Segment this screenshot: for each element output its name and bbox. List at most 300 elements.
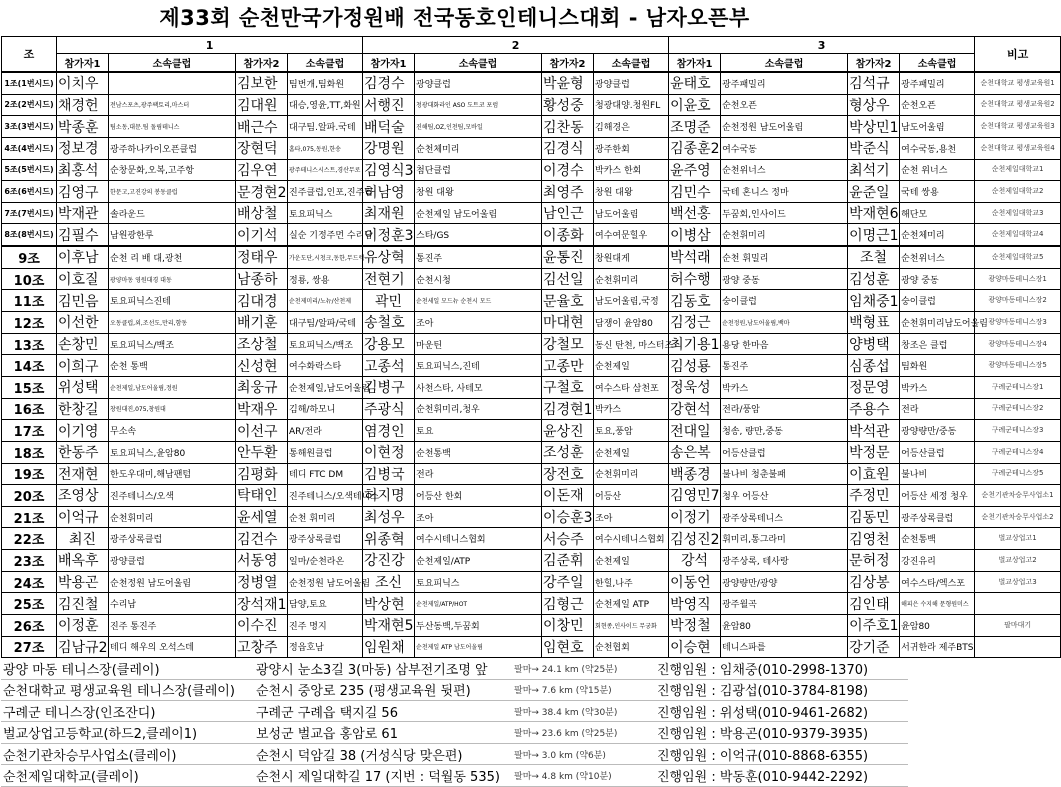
- player-name: 주정민: [848, 485, 900, 507]
- player-name: 허남영: [363, 181, 415, 203]
- player-name: 김민음: [57, 290, 109, 312]
- club-name: 청광대양.청원FL: [594, 94, 669, 116]
- player-name: 박상민1: [848, 116, 900, 138]
- player-name: 정욱성: [669, 376, 721, 398]
- player-name: 김성훈: [848, 268, 900, 290]
- table-row: [2, 441, 1061, 463]
- group-number: 1조(1번시드): [2, 72, 57, 94]
- table-row: [2, 420, 1061, 442]
- club-name: 동신 탄천, 마스터즈: [594, 333, 669, 355]
- club-name: 전라/풍암: [721, 398, 848, 420]
- group-number: 7조(7번시드): [2, 202, 57, 224]
- club-name: 국테 쌍용: [900, 181, 975, 203]
- venue-row: [1, 722, 908, 743]
- player-name: 김평화: [236, 463, 288, 485]
- club-name: 일마/순천라온: [288, 550, 363, 572]
- club-name: 순천위너스: [900, 246, 975, 268]
- player-name: 이주호1: [848, 615, 900, 637]
- club-name: 회현종,인사이드 무궁화: [594, 615, 669, 637]
- player-name: 윤세열: [236, 506, 288, 528]
- page-title: 제33회 순천만국가정원배 전국동호인테니스대회 - 남자오픈부: [159, 6, 750, 30]
- player-name: 강주일: [542, 571, 594, 593]
- player-name: 정보경: [57, 137, 109, 159]
- table-row: [2, 333, 1061, 355]
- table-row: [2, 615, 1061, 637]
- club-name: 진해팀,OZ,인천팀,모바일: [415, 116, 542, 138]
- club-name: 정읍호남: [288, 636, 363, 658]
- table-row: [2, 290, 1061, 312]
- club-name: 청광대화라인 ASO 도트코 포럼: [415, 94, 542, 116]
- player-name: 서행진: [363, 94, 415, 116]
- player-name: 서승주: [542, 528, 594, 550]
- club-name: 광양클럽: [594, 72, 669, 94]
- note-cell: 순천제일대학교2: [975, 181, 1061, 203]
- club-name: 순천시청: [415, 268, 542, 290]
- player-name: 김건수: [236, 528, 288, 550]
- player-name: 이동언: [669, 571, 721, 593]
- club-name: 여수시테니스협회: [415, 528, 542, 550]
- player-name: 전현기: [363, 268, 415, 290]
- venue-row: [1, 701, 908, 722]
- note-cell: [975, 593, 1061, 615]
- club-name: 순천통백: [415, 441, 542, 463]
- header-player1: 참가자1: [363, 54, 415, 73]
- club-name: 광양 중동: [721, 268, 848, 290]
- club-name: 광주상록클럽: [900, 506, 975, 528]
- club-name: 순천 휘미리: [288, 506, 363, 528]
- club-name: 광주테니스시스트,경산무로: [288, 159, 363, 181]
- club-name: 불나비 청춘불패: [721, 463, 848, 485]
- table-row: [2, 506, 1061, 528]
- player-name: 염경인: [363, 420, 415, 442]
- venue-row: [1, 743, 908, 764]
- club-name: 전라: [900, 398, 975, 420]
- venue-manager: 진행임원 : 박동훈(010-9442-2292): [655, 765, 908, 786]
- table-row: [2, 116, 1061, 138]
- player-name: 탁태인: [236, 485, 288, 507]
- table-row: [2, 355, 1061, 377]
- player-name: 주용수: [848, 398, 900, 420]
- club-name: 통해원클럽: [288, 441, 363, 463]
- player-name: 마대현: [542, 312, 594, 334]
- club-name: 순천협회: [594, 636, 669, 658]
- note-cell: 구례군테니스장2: [975, 398, 1061, 420]
- group-number: 5조(5번시드): [2, 159, 57, 181]
- table-row: [2, 159, 1061, 181]
- table-row: [2, 550, 1061, 572]
- player-name: 문율호: [542, 290, 594, 312]
- player-name: 최진: [57, 528, 109, 550]
- group-number: 14조: [2, 355, 57, 377]
- club-name: 순천제미리/노뉴/산천제: [288, 290, 363, 312]
- note-cell: 광양마동테니스장3: [975, 312, 1061, 334]
- club-name: 사천스타, 사테모: [415, 376, 542, 398]
- group-number: 18조: [2, 441, 57, 463]
- player-name: 김대원: [236, 94, 288, 116]
- player-name: 박석래: [669, 246, 721, 268]
- club-name: 광주상록, 테사랑: [721, 550, 848, 572]
- club-name: 여수시테니스협회: [594, 528, 669, 550]
- player-name: 김상봉: [848, 571, 900, 593]
- player-name: 최기용1: [669, 333, 721, 355]
- club-name: 팀소동,대문.팀 돌림테니스: [109, 116, 236, 138]
- group-number: 10조: [2, 268, 57, 290]
- header-player2: 참가자2: [848, 54, 900, 73]
- club-name: 광양클럽: [415, 72, 542, 94]
- club-name: 토요피닉스진테: [109, 290, 236, 312]
- club-name: 한도우대미,해남팬텀: [109, 463, 236, 485]
- club-name: 박카스: [721, 376, 848, 398]
- player-name: 이경수: [542, 159, 594, 181]
- player-name: 송철호: [363, 312, 415, 334]
- player-name: 전재현: [57, 463, 109, 485]
- club-name: 여수국동: [721, 137, 848, 159]
- player-name: 곽민: [363, 290, 415, 312]
- player-name: 주광식: [363, 398, 415, 420]
- club-name: 순천제일 남도어울림: [415, 202, 542, 224]
- club-name: 순천제일 ATP 남도어울림: [415, 636, 542, 658]
- club-name: 순천제일 ATP: [594, 593, 669, 615]
- group-number: 4조(4번시드): [2, 137, 57, 159]
- player-name: 채경헌: [57, 94, 109, 116]
- note-cell: 광양마동테니스장1: [975, 268, 1061, 290]
- player-name: 강명원: [363, 137, 415, 159]
- club-name: 광주상록테니스: [721, 506, 848, 528]
- club-name: 여수여문힐우: [594, 224, 669, 246]
- group-number: 27조: [2, 636, 57, 658]
- player-name: 김동민: [848, 506, 900, 528]
- table-row: [2, 181, 1061, 203]
- venue-manager: 진행임원 : 김광섭(010-3784-8198): [655, 679, 908, 700]
- player-name: 심종섭: [848, 355, 900, 377]
- note-cell: 광양마동테니스장5: [975, 355, 1061, 377]
- club-name: 순천체미리: [415, 137, 542, 159]
- player-name: 강현석: [669, 398, 721, 420]
- club-name: 창조은 클럽: [900, 333, 975, 355]
- club-name: 광양량만/광양: [721, 571, 848, 593]
- player-name: 김영구: [57, 181, 109, 203]
- player-name: 장현덕: [236, 137, 288, 159]
- player-name: 허수행: [669, 268, 721, 290]
- player-name: 조성훈: [542, 441, 594, 463]
- club-name: 가운도단,시청크,동한,무드렉: [288, 246, 363, 268]
- table-row: [2, 571, 1061, 593]
- club-name: [109, 72, 236, 94]
- club-name: 광주하나카이오픈클럽: [109, 137, 236, 159]
- venue-distance: 팔마→ 24.1 km (약25분): [512, 658, 655, 679]
- table-row: [2, 593, 1061, 615]
- club-name: 스타/GS: [415, 224, 542, 246]
- club-name: 순천정원,남도어울림,백마: [721, 312, 848, 334]
- club-name: 남원광한루: [109, 224, 236, 246]
- player-name: 위종혁: [363, 528, 415, 550]
- club-name: 순천제일,남도어울림,정원: [109, 376, 236, 398]
- club-name: 강진유리: [900, 550, 975, 572]
- player-name: 이기영: [57, 420, 109, 442]
- header-group-1: 1: [57, 37, 363, 54]
- table-row: [2, 398, 1061, 420]
- player-name: 박준식: [848, 137, 900, 159]
- club-name: 진주 통진주: [109, 615, 236, 637]
- club-name: 순천 휘밀리: [721, 246, 848, 268]
- note-cell: 광양마동테니스장4: [975, 333, 1061, 355]
- note-cell: 광양마동테니스장2: [975, 290, 1061, 312]
- table-row: [2, 224, 1061, 246]
- club-name: 통진주: [415, 246, 542, 268]
- player-name: 이후남: [57, 246, 109, 268]
- player-name: 백선홍: [669, 202, 721, 224]
- club-name: 첨단클럽: [415, 159, 542, 181]
- player-name: 이정기: [669, 506, 721, 528]
- player-name: 이현정: [363, 441, 415, 463]
- table-row: [2, 137, 1061, 159]
- player-name: 남종하: [236, 268, 288, 290]
- club-name: 순천휘미리: [594, 463, 669, 485]
- venue-address: 광양시 눈소3길 3(마동) 삼부전기조명 앞: [254, 658, 512, 679]
- club-name: 순천휘미리: [721, 224, 848, 246]
- player-name: 김형근: [542, 593, 594, 615]
- player-name: 임원채: [363, 636, 415, 658]
- player-name: 강용모: [363, 333, 415, 355]
- player-name: 이병삼: [669, 224, 721, 246]
- player-name: 이정훈3: [363, 224, 415, 246]
- player-name: 강철모: [542, 333, 594, 355]
- player-name: 박석관: [848, 420, 900, 442]
- player-name: 김필수: [57, 224, 109, 246]
- header-club: 소속클럽: [721, 54, 848, 73]
- header-player1: 참가자1: [669, 54, 721, 73]
- header-group-2: 2: [363, 37, 669, 54]
- club-name: 진주테니스/오색테니스: [288, 485, 363, 507]
- player-name: 김보한: [236, 72, 288, 94]
- player-name: 최홍석: [57, 159, 109, 181]
- venue-manager: 진행임원 : 임채중(010-2998-1370): [655, 658, 908, 679]
- header-note: 비고: [975, 37, 1061, 73]
- table-row: [2, 636, 1061, 658]
- club-name: 순천 리 배 대,광천: [109, 246, 236, 268]
- club-name: 광주상록클럽: [109, 528, 236, 550]
- venue-name: 순천제일대학교(클레이): [1, 765, 254, 786]
- player-name: 이선한: [57, 312, 109, 334]
- venue-address: 구례군 구례읍 택지길 56: [254, 701, 512, 722]
- player-name: 윤준일: [848, 181, 900, 203]
- player-name: 이윤호: [669, 94, 721, 116]
- player-name: 김석규: [848, 72, 900, 94]
- player-name: 김찬동: [542, 116, 594, 138]
- venue-distance: 팔마→ 38.4 km (약30분): [512, 701, 655, 722]
- header-player2: 참가자2: [542, 54, 594, 73]
- club-name: 용당 한마음: [721, 333, 848, 355]
- player-name: 이창민: [542, 615, 594, 637]
- player-name: 박윤형: [542, 72, 594, 94]
- note-cell: 벌교상업고2: [975, 550, 1061, 572]
- club-name: 전남스포츠,광주팩토리,마스터: [109, 94, 236, 116]
- draw-table: [1, 36, 1061, 658]
- venue-row: [1, 658, 908, 679]
- club-name: 창원 대왕: [415, 181, 542, 203]
- club-name: 윤암80: [900, 615, 975, 637]
- player-name: 정병열: [236, 571, 288, 593]
- note-cell: 벌교상업고3: [975, 571, 1061, 593]
- venue-manager: 진행임원 : 위성택(010-9461-2682): [655, 701, 908, 722]
- venue-distance: 팔마→ 3.0 km (약6분): [512, 743, 655, 764]
- player-name: 김선일: [542, 268, 594, 290]
- club-name: 광주패밀리: [721, 72, 848, 94]
- club-name: 창원대게: [594, 246, 669, 268]
- table-row: [2, 463, 1061, 485]
- club-name: 순천체미리: [900, 224, 975, 246]
- player-name: 정문영: [848, 376, 900, 398]
- player-name: 문경현2: [236, 181, 288, 203]
- player-name: 김동호: [669, 290, 721, 312]
- player-name: 배옥후: [57, 550, 109, 572]
- club-name: 청우 어등산: [721, 485, 848, 507]
- table-row: [2, 528, 1061, 550]
- group-number: 8조(8번시드): [2, 224, 57, 246]
- club-name: 토요피닉스/백조: [288, 333, 363, 355]
- club-name: 조아: [415, 506, 542, 528]
- player-name: 황성중: [542, 94, 594, 116]
- group-number: 6조(6번시드): [2, 181, 57, 203]
- club-name: 테니스파를: [721, 636, 848, 658]
- club-name: 토요피닉스: [415, 571, 542, 593]
- player-name: 강석: [669, 550, 721, 572]
- club-name: 광주상록클럽: [288, 528, 363, 550]
- club-name: 토요피닉스/백조: [109, 333, 236, 355]
- player-name: 서동영: [236, 550, 288, 572]
- player-name: 이치우: [57, 72, 109, 94]
- club-name: 광양마동 영원대경 대동: [109, 268, 236, 290]
- club-name: 김해/하모니: [288, 398, 363, 420]
- player-name: 조상철: [236, 333, 288, 355]
- club-name: 김해경은: [594, 116, 669, 138]
- group-number: 22조: [2, 528, 57, 550]
- player-name: 조철: [848, 246, 900, 268]
- club-name: 전라: [415, 463, 542, 485]
- venue-table: [1, 658, 908, 786]
- venue-row: [1, 679, 908, 700]
- club-name: 서귀한라 제주BTS: [900, 636, 975, 658]
- player-name: 박재현6: [848, 202, 900, 224]
- group-number: 17조: [2, 420, 57, 442]
- player-name: 김병구: [363, 376, 415, 398]
- player-name: 이희구: [57, 355, 109, 377]
- note-cell: 순천제일대학교1: [975, 159, 1061, 181]
- club-name: 토요: [415, 420, 542, 442]
- header-player1: 참가자1: [57, 54, 109, 73]
- player-name: 형상우: [848, 94, 900, 116]
- venue-distance: 팔마→ 23.6 km (약25분): [512, 722, 655, 743]
- player-name: 구철호: [542, 376, 594, 398]
- player-name: 최성우: [363, 506, 415, 528]
- player-name: 김대경: [236, 290, 288, 312]
- club-name: 순천오픈: [721, 94, 848, 116]
- club-name: 토요피닉스: [288, 202, 363, 224]
- player-name: 조신: [363, 571, 415, 593]
- note-cell: 순천제일대학교3: [975, 202, 1061, 224]
- club-name: 해피은 수지해 문형원미스: [900, 593, 975, 615]
- note-cell: 순천제일대학교4: [975, 224, 1061, 246]
- club-name: 순천휘미리남도어울림: [900, 312, 975, 334]
- player-name: 강기준: [848, 636, 900, 658]
- club-name: 순천제일: [594, 355, 669, 377]
- player-name: 이정훈: [57, 615, 109, 637]
- player-name: 김경수: [363, 72, 415, 94]
- club-name: 박카스: [900, 376, 975, 398]
- table-row: [2, 72, 1061, 94]
- player-name: 김성룡: [669, 355, 721, 377]
- note-cell: 벌교상업고1: [975, 528, 1061, 550]
- club-name: 여수국동,용천: [900, 137, 975, 159]
- club-name: 정룡, 쌍용: [288, 268, 363, 290]
- player-name: 김영민7: [669, 485, 721, 507]
- club-name: 창원대진,075,창원대: [109, 398, 236, 420]
- player-name: 고종석: [363, 355, 415, 377]
- player-name: 김정근: [669, 312, 721, 334]
- player-name: 손창민: [57, 333, 109, 355]
- table-row: [2, 312, 1061, 334]
- player-name: 이억규: [57, 506, 109, 528]
- club-name: 순천오픈: [900, 94, 975, 116]
- player-name: 박상현: [363, 593, 415, 615]
- venue-distance: 팔마→ 4.8 km (약10분): [512, 765, 655, 786]
- player-name: 김인태: [848, 593, 900, 615]
- club-name: 어등산클럽: [721, 441, 848, 463]
- club-name: 통진주: [721, 355, 848, 377]
- club-name: 솔라운드: [109, 202, 236, 224]
- player-name: 김병국: [363, 463, 415, 485]
- club-name: 팀화원: [900, 355, 975, 377]
- player-name: 한창길: [57, 398, 109, 420]
- player-name: 이명근1: [848, 224, 900, 246]
- club-name: 순천세일 모드뉴 순천시 모드: [415, 290, 542, 312]
- note-cell: 순천기관차승무사업소2: [975, 506, 1061, 528]
- player-name: 안두환: [236, 441, 288, 463]
- player-name: 김경현1: [542, 398, 594, 420]
- player-name: 이승훈3: [542, 506, 594, 528]
- player-name: 김준휘: [542, 550, 594, 572]
- club-name: 순천휘미리: [594, 268, 669, 290]
- note-cell: [975, 636, 1061, 658]
- player-name: 윤통진: [542, 246, 594, 268]
- club-name: 마운틴: [415, 333, 542, 355]
- club-name: 순천제일/ATP/HOT: [415, 593, 542, 615]
- note-cell: 구례군테니스장1: [975, 376, 1061, 398]
- player-name: 박정철: [669, 615, 721, 637]
- club-name: 어등산클럽: [900, 441, 975, 463]
- venue-name: 벌교상업고등학교(하드2,클레이1): [1, 722, 254, 743]
- player-name: 배근수: [236, 116, 288, 138]
- player-name: 허지명: [363, 485, 415, 507]
- player-name: 박정문: [848, 441, 900, 463]
- player-name: 배기훈: [236, 312, 288, 334]
- table-row: [2, 376, 1061, 398]
- club-name: 순천통백: [900, 528, 975, 550]
- group-number: 20조: [2, 485, 57, 507]
- club-name: 광양량만/중동: [900, 420, 975, 442]
- note-cell: 순천대학교 평생교육원3: [975, 116, 1061, 138]
- club-name: 어등산: [594, 485, 669, 507]
- player-name: 이호질: [57, 268, 109, 290]
- club-name: 숭이클럽: [900, 290, 975, 312]
- note-cell: 팔마대기: [975, 615, 1061, 637]
- club-name: 광주한회: [594, 137, 669, 159]
- club-name: 박카스 한회: [594, 159, 669, 181]
- club-name: 순천제일: [594, 550, 669, 572]
- header-club: 소속클럽: [594, 54, 669, 73]
- club-name: 남도어울림,국정: [594, 290, 669, 312]
- note-cell: 순천기관차승무사업소1: [975, 485, 1061, 507]
